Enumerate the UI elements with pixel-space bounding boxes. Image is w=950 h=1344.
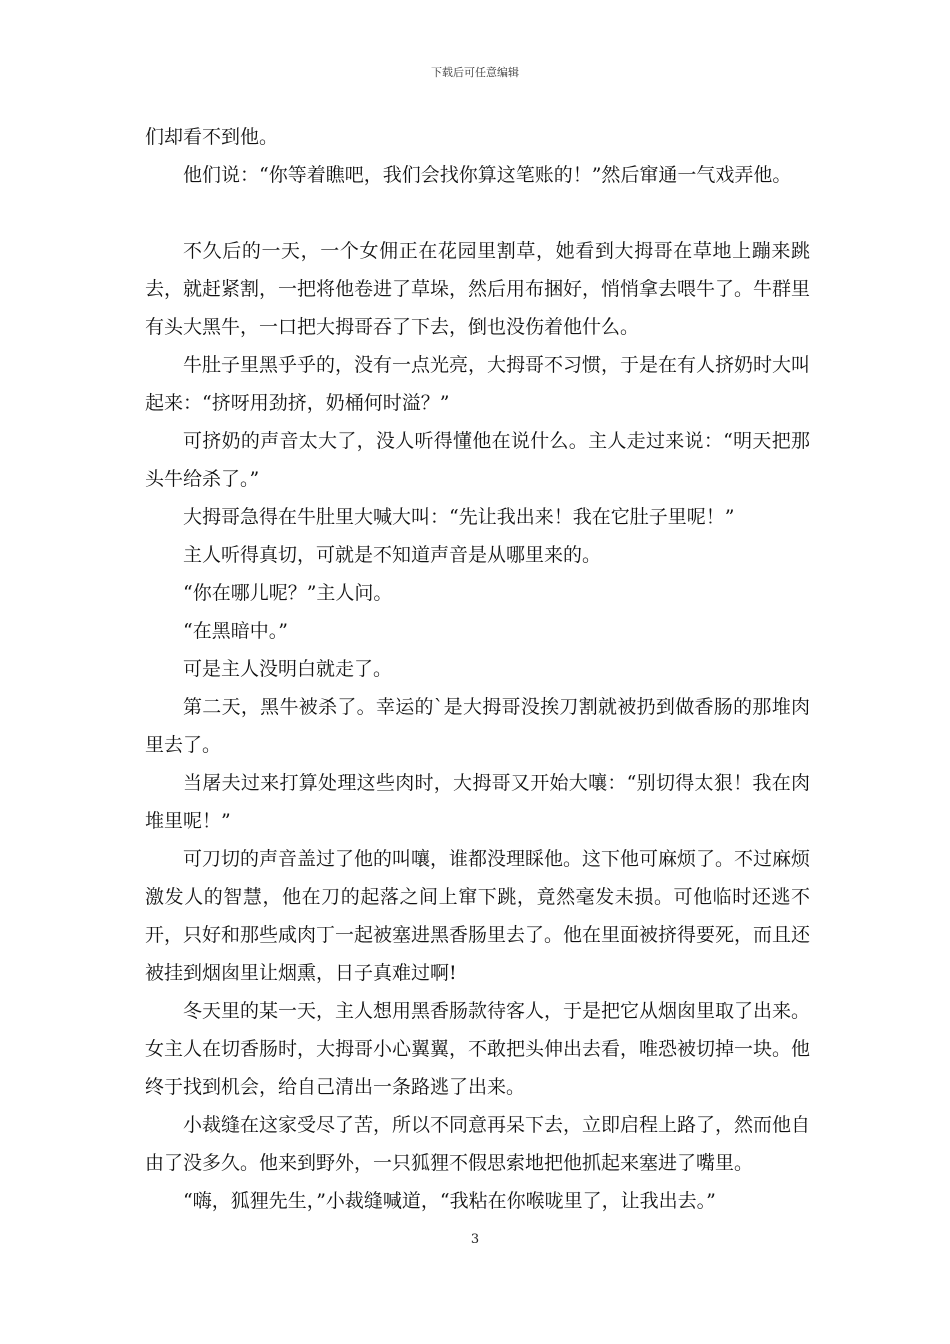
paragraph-14: 冬天里的某一天，主人想用黑香肠款待客人，于是把它从烟囱里取了出来。女主人在切香肠时，大拇哥小心翼翼，不敢把头伸出去看，唯恐被切掉一块。他终于找到机会，给自己清出一条路逃了出来。 (145, 1000, 811, 1098)
paragraph-11: 第二天，黑牛被杀了。幸运的`是大拇哥没挨刀割就被扔到做香肠的那堆肉里去了。 (145, 696, 810, 756)
paragraph-15: 小裁缝在这家受尽了苦，所以不同意再呆下去，立即启程上路了，然而他自由了没多久。他来到野外，一只狐狸不假思索地把他抓起来塞进了嘴里。 (145, 1114, 811, 1174)
paragraph-7: 主人听得真切，可就是不知道声音是从哪里来的。 (183, 544, 602, 566)
paragraph-12: 当屠夫过来打算处理这些肉时，大拇哥又开始大嚷：“别切得太狠！我在肉堆里呢！” (145, 772, 810, 832)
page-header-note: 下载后可任意编辑 (431, 66, 519, 79)
paragraph-10: 可是主人没明白就走了。 (183, 658, 393, 680)
paragraph-16: “嗨，狐狸先生，”小裁缝喊道，“我粘在你喉咙里了，让我出去。” (183, 1190, 716, 1212)
paragraph-5: 可挤奶的声音太大了，没人听得懂他在说什么。主人走过来说：“明天把那头牛给杀了。” (145, 430, 810, 490)
paragraph-4: 牛肚子里黑乎乎的，没有一点光亮，大拇哥不习惯，于是在有人挤奶时大叫起来：“挤呀用劲挤，奶桶何时溢？” (145, 354, 811, 414)
paragraph-2: 他们说：“你等着瞧吧，我们会找你算这笔账的！”然后窜通一气戏弄他。 (183, 164, 792, 186)
paragraph-1: 们却看不到他。 (145, 126, 279, 148)
paragraph-13: 可刀切的声音盖过了他的叫嚷，谁都没理睬他。这下他可麻烦了。不过麻烦激发人的智慧，他在刀的起落之间上窜下跳，竟然毫发未损。可他临时还逃不开，只好和那些咸肉丁一起被塞进黑香肠里去了。他在里面被挤得要死，而且还被挂到烟囱里让烟熏，日子真难过啊! (145, 848, 811, 984)
document-body (145, 118, 810, 1220)
paragraph-8: “你在哪儿呢？”主人问。 (183, 582, 393, 604)
paragraph-9: “在黑暗中。” (183, 620, 288, 642)
page-number: 3 (470, 1232, 480, 1247)
paragraph-6: 大拇哥急得在牛肚里大喊大叫：“先让我出来！我在它肚子里呢！” (183, 506, 735, 528)
paragraph-gap (145, 194, 810, 232)
paragraph-3: 不久后的一天，一个女佣正在花园里割草，她看到大拇哥在草地上蹦来跳去，就赶紧割，一把将他卷进了草垛，然后用布捆好，悄悄拿去喂牛了。牛群里有头大黑牛，一口把大拇哥吞了下去，倒也没伤着他什么。 (145, 240, 811, 338)
